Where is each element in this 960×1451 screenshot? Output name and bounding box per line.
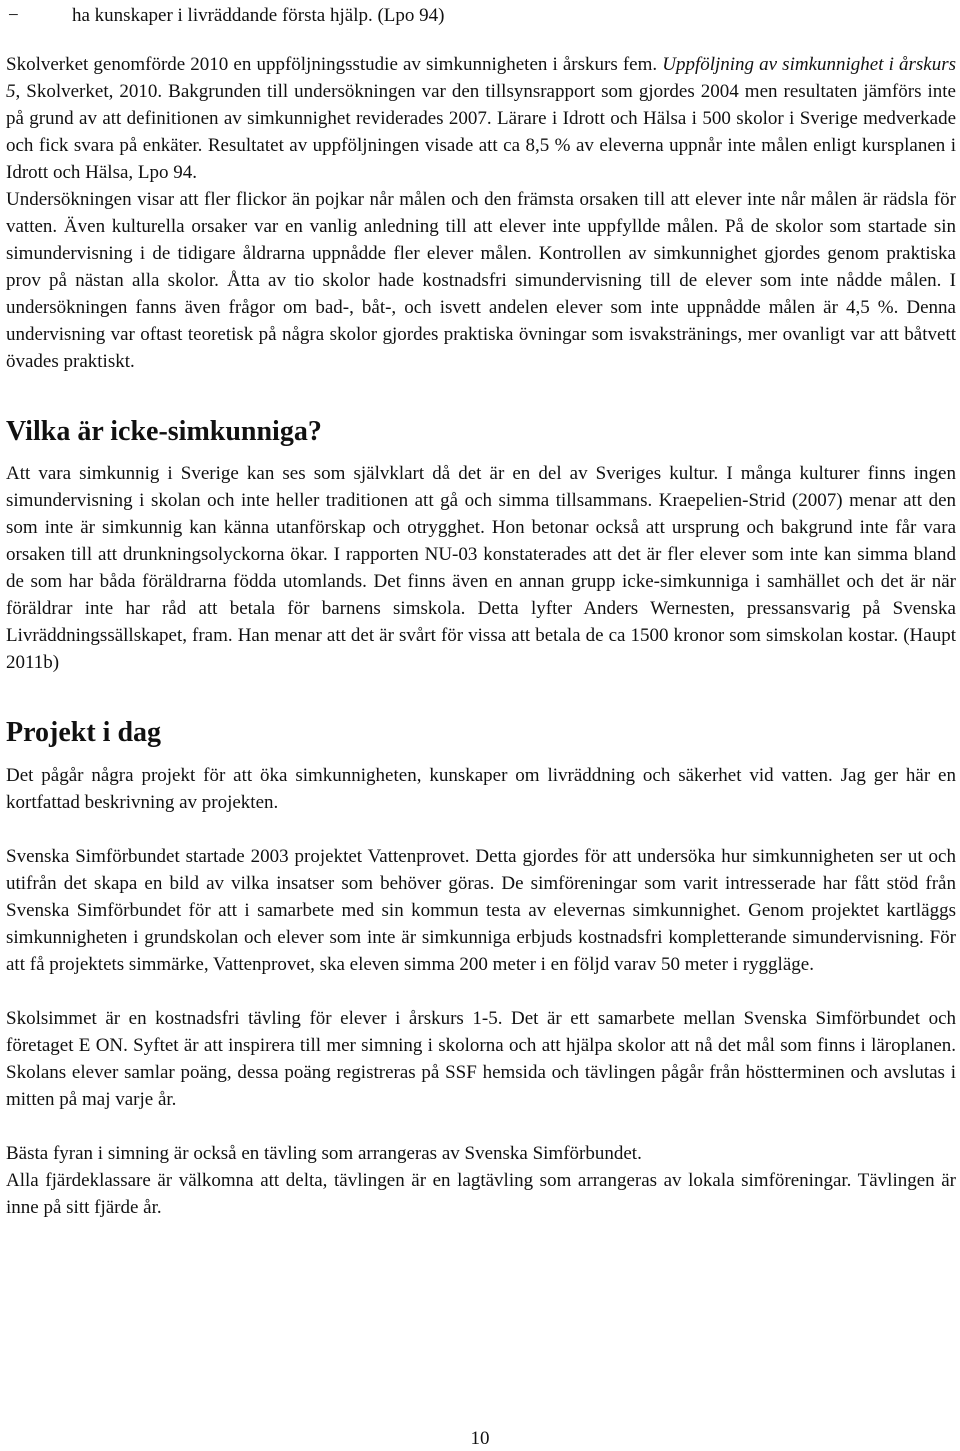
projects-intro-paragraph: Det pågår några projekt för att öka simkunnigheten, kunskaper om livräddning och säkerhet vid vatten. Jag ger här en kortfattad beskrivning av projekten.: [6, 765, 956, 813]
bullet-item: [6, 2, 956, 29]
section-heading-non-swimmers: Vilka är icke-simkunniga?: [6, 416, 322, 447]
basta-fyran-details-paragraph: Alla fjärdeklassare är välkomna att delta, tävlingen är en lagtävling som arrangeras av lokala simföreningar. Tävlingen är inne på sitt fjärde år.: [6, 1170, 956, 1218]
survey-results-paragraph: Undersökningen visar att fler flickor än pojkar når målen och den främsta orsaken till att elever inte når målen är rädsla för vatten. Även kulturella orsaker var en vanlig anledning till att elever inte uppfyllde målen. På de skolor som startade sin simundervisning i de tidigare åldrarna uppnådde fler elever målen. Kontrollen av simkunnighet gjordes genom praktiska prov på nästan alla skolor. Åtta av tio skolor hade kostnadsfri simundervisning till de elever som inte nådde målen. I undersökningen fanns även frågor om bad-, båt-, och isvett andelen elever som inte uppnådde målen är 4,5 %. Denna undervisning var oftast teoretisk på några skolor gjordes praktiska övningar som isvakstränings, mer ovanligt var att båtvett övades praktiskt.: [6, 189, 956, 372]
intro-text-start: Skolverket genomförde 2010 en uppföljningsstudie av simkunnigheten i årskurs fem.: [6, 54, 663, 75]
intro-text-rest: , Skolverket, 2010. Bakgrunden till undersökningen var den tillsynsrapport som gjordes 2004 men resultaten jämförs inte på grund av att definitionen av simkunnighet reviderades 2007. Lärare i Idrott och Hälsa i 500 skolor i Sverige medverkade och fick svara på enkäter. Resultatet av uppföljningen visade att ca 8,5 % av eleverna uppnår inte målen enligt kursplanen i Idrott och Hälsa, Lpo 94.: [6, 81, 956, 183]
citation-title: Uppföljning av simkunnighet i årskurs 5: [6, 54, 956, 102]
page-number: 10: [470, 1428, 490, 1449]
bullet-text: ha kunskaper i livräddande första hjälp. (Lpo 94): [72, 5, 445, 26]
vattenprovet-paragraph: Svenska Simförbundet startade 2003 projektet Vattenprovet. Detta gjordes för att undersöka hur simkunnigheten ser ut och utifrån det skapa en bild av vilka insatser som behöver göras. De simföreningar som varit intresserade har fått stöd från Svenska Simförbundet för att i samarbete med sin kommun testa av elevernas simkunnighet. Genom projektet kartläggs simkunnigheten i grundskolan och elever som inte är simkunniga erbjuds kostnadsfri kompletterande simundervisning. För att få projektets simmärke, Vattenprovet, ska eleven simma 200 meter i en följd varav 50 meter i ryggläge.: [6, 846, 956, 975]
document-page: [6, 0, 956, 1221]
dash-bullet-icon: −: [8, 5, 19, 26]
basta-fyran-paragraph: Bästa fyran i simning är också en tävling som arrangeras av Svenska Simförbundet.: [6, 1143, 642, 1164]
intro-paragraph: [6, 51, 956, 186]
section-heading-projects: Projekt i dag: [6, 717, 162, 748]
non-swimmers-paragraph: Att vara simkunnig i Sverige kan ses som självklart då det är en del av Sveriges kultur. I många kulturer finns ingen simundervisning i skolan och inte heller traditionen att gå och simma tillsammans. Kraepelien-Strid (2007) menar att den som inte är simkunnig kan känna utanförskap och otrygghet. Hon betonar också att ursprung och bakgrund inte får vara orsaken till att drunkningsolyckorna ökar. I rapporten NU-03 konstaterades att det är fler elever som inte kan simma bland de som har båda föräldrarna födda utomlands. Det finns även en annan grupp icke-simkunniga i samhället och det är när föräldrar inte har råd att betala för barnens simskola. Detta lyfter Anders Wernesten, pressansvarig på Svenska Livräddningssällskapet, fram. Han menar att det är svårt för vissa att betala de ca 1500 kronor som simskolan kostar. (Haupt 2011b): [6, 463, 956, 673]
skolsimmet-paragraph: Skolsimmet är en kostnadsfri tävling för elever i årskurs 1-5. Det är ett samarbete mellan Svenska Simförbundet och företaget E ON. Syftet är att inspirera till mer simning i skolorna och att hjälpa skolor att nå det mål som finns i läroplanen. Skolans elever samlar poäng, dessa poäng registreras på SSF hemsida och tävlingen pågår från höstterminen och avslutas i mitten på maj varje år.: [6, 1008, 956, 1110]
